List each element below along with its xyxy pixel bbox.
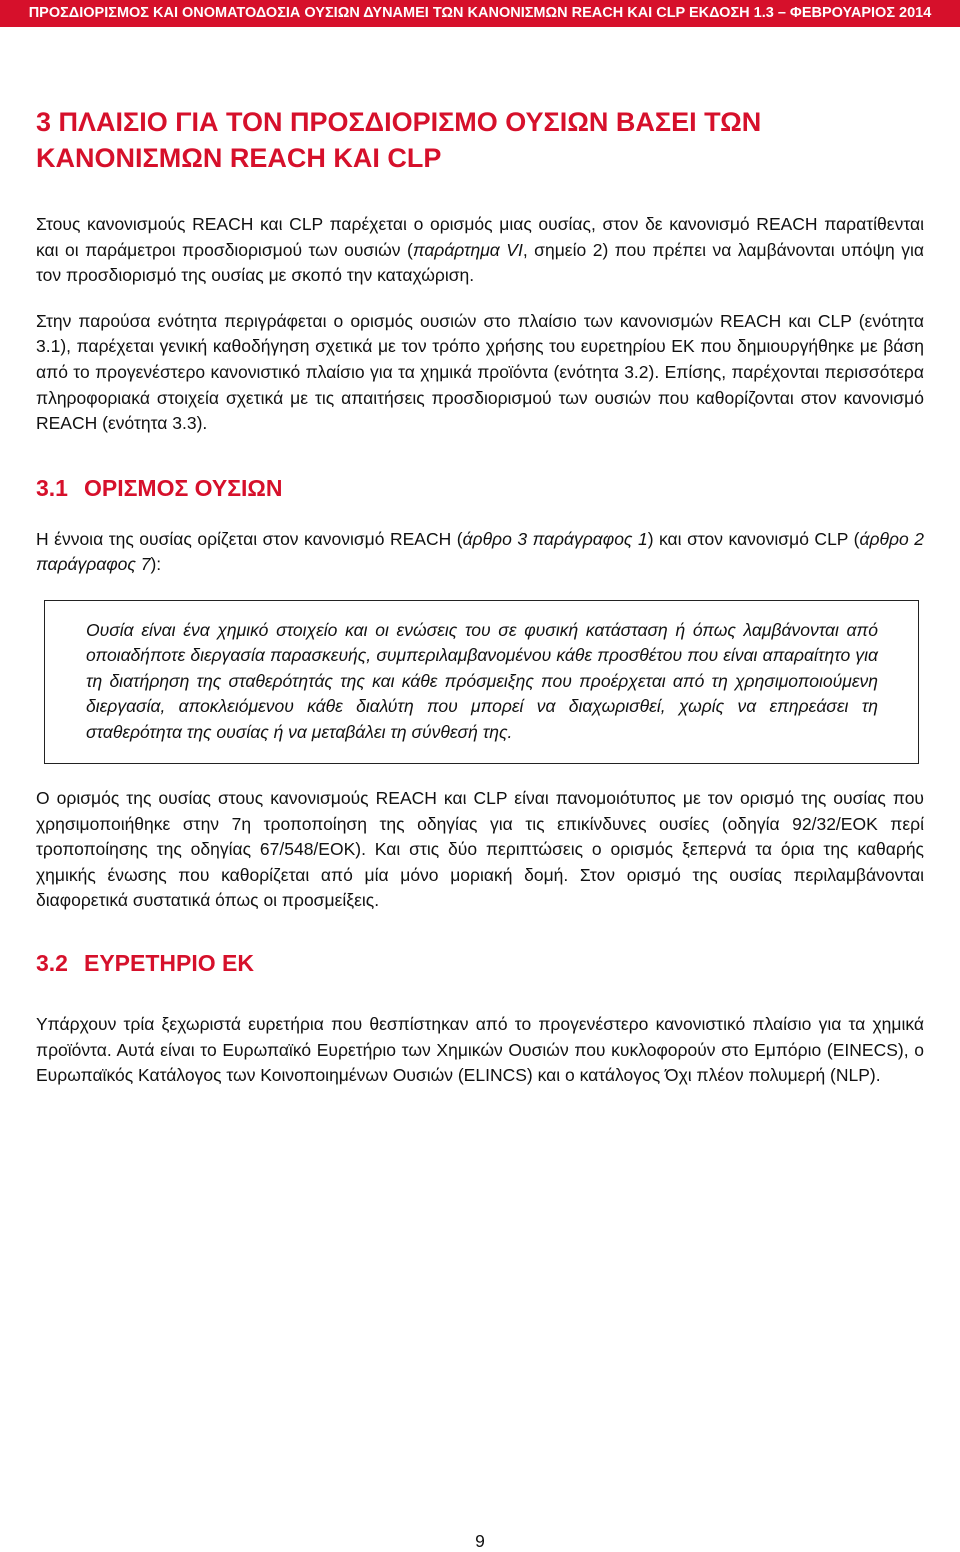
substance-definition-box	[44, 600, 919, 764]
page-number: 9	[475, 1531, 485, 1551]
section-3-1-heading	[36, 473, 924, 503]
clp-article-reference: άρθρο 2 παράγραφος 7	[36, 528, 924, 575]
substance-definition-text: Ουσία είναι ένα χημικό στοιχείο και οι ενώσεις του σε φυσική κατάσταση ή όπως λαμβάνονται από οποιαδήποτε διεργασία παρασκευής, συμπεριλαμβανομένου κάθε προσθέτου που είναι απαραίτητο για τη διατήρηση της σταθερότητάς της και κάθε πρόσμειξης που προέρχεται από τη χρησιμοποιούμενη διεργασία, αποκλειόμενου κάθε διαλύτη που μπορεί να διαχωρισθεί, χωρίς να επηρεάσει τη σταθερότητα της ουσίας ή να μεταβάλει τη σύνθεσή της.	[86, 619, 878, 742]
section-3-2-heading	[36, 948, 924, 978]
section-3-2-title: ΕΥΡΕΤΗΡΙΟ ΕΚ	[83, 949, 254, 976]
definition-explanation-paragraph: Ο ορισμός της ουσίας στους κανονισμούς REACH και CLP είναι πανομοιότυπος με τον ορισμό της ουσίας που χρησιμοποιήθηκε στην 7η τροποποίηση της οδηγίας για τις επικίνδυνες ουσίες (οδηγία 92/32/ΕΟΚ περί τροποποίησης της οδηγίας 67/548/ΕΟΚ). Και στις δύο περιπτώσεις ο ορισμός ξεπερνά τα όρια της καθαρής χημικής ένωσης που καθορίζεται από μία μόνο μοριακή δομή. Στον ορισμό της ουσίας περιλαμβάνονται διαφορετικά συστατικά όπως οι προσμείξεις.	[36, 787, 924, 911]
reach-article-reference: άρθρο 3 παράγραφος 1	[462, 528, 648, 549]
intro-annex-reference: παράρτημα VI	[412, 239, 523, 260]
section-3-1-number: 3.1	[36, 474, 68, 501]
intro-text-2: , σημείο 2) που πρέπει να λαμβάνονται υπόψη για τον προσδιορισμό της ουσίας με σκοπό την καταχώριση.	[36, 239, 924, 286]
chapter-overview-paragraph: Στην παρούσα ενότητα περιγράφεται ο ορισμός ουσιών στο πλαίσιο των κανονισμών REACH και CLP (ενότητα 3.1), παρέχεται γενική καθοδήγηση σχετικά με τον τρόπο χρήσης του ευρετηρίου ΕΚ που δημιουργήθηκε με βάση από το προγενέστερο κανονιστικό πλαίσιο για τα χημικά προϊόντα (ενότητα 3.2). Επίσης, παρέχονται περισσότερα πληροφοριακά στοιχεία σχετικά με τις απαιτήσεις προσδιορισμού των ουσιών που καθορίζονται στον κανονισμό REACH (ενότητα 3.3).	[36, 310, 924, 434]
section-3-1-title: ΟΡΙΣΜΟΣ ΟΥΣΙΩΝ	[83, 474, 283, 501]
chapter-title: 3 ΠΛΑΙΣΙΟ ΓΙΑ ΤΟΝ ΠΡΟΣΔΙΟΡΙΣΜΟ ΟΥΣΙΩΝ ΒΑΣΕΙ ΤΩΝ ΚΑΝΟΝΙΣΜΩΝ REACH ΚΑΙ CLP	[36, 107, 762, 173]
intro-text-1: Στους κανονισμούς REACH και CLP παρέχεται ο ορισμός μιας ουσίας, στον δε κανονισμό REACH παρατίθενται και οι παράμετροι προσδιορισμού των ουσιών (	[36, 214, 924, 260]
ec-inventory-paragraph: Υπάρχουν τρία ξεχωριστά ευρετήρια που θεσπίστηκαν από το προγενέστερο κανονιστικό πλαίσιο για τα χημικά προϊόντα. Αυτά είναι το Ευρωπαϊκό Ευρετήριο των Χημικών Ουσιών που κυκλοφορούν στο Εμπόριο (EINECS), ο Ευρωπαϊκός Κατάλογος των Κοινοποιημένων Ουσιών (ELINCS) και ο κατάλογος Όχι πλέον πολυμερή (NLP).	[36, 1013, 924, 1086]
running-header-title: ΠΡΟΣΔΙΟΡΙΣΜΟΣ ΚΑΙ ΟΝΟΜΑΤΟΔΟΣΙΑ ΟΥΣΙΩΝ ΔΥΝΑΜΕΙ ΤΩΝ ΚΑΝΟΝΙΣΜΩΝ REACH ΚΑΙ CLP ΕΚΔΟΣΗ 1.3 – ΦΕΒΡΟΥΑΡΙΟΣ 2014	[28, 5, 932, 21]
page-content	[36, 104, 924, 1089]
def-intro-text-3: ):	[150, 554, 162, 575]
chapter-intro-paragraph	[36, 212, 924, 289]
def-intro-text-2: ) και στον κανονισμό CLP (	[647, 528, 860, 549]
running-header	[0, 0, 960, 27]
definition-intro-paragraph	[36, 527, 924, 578]
section-3-2-number: 3.2	[36, 949, 68, 976]
def-intro-text-1: Η έννοια της ουσίας ορίζεται στον κανονισμό REACH (	[36, 528, 463, 549]
